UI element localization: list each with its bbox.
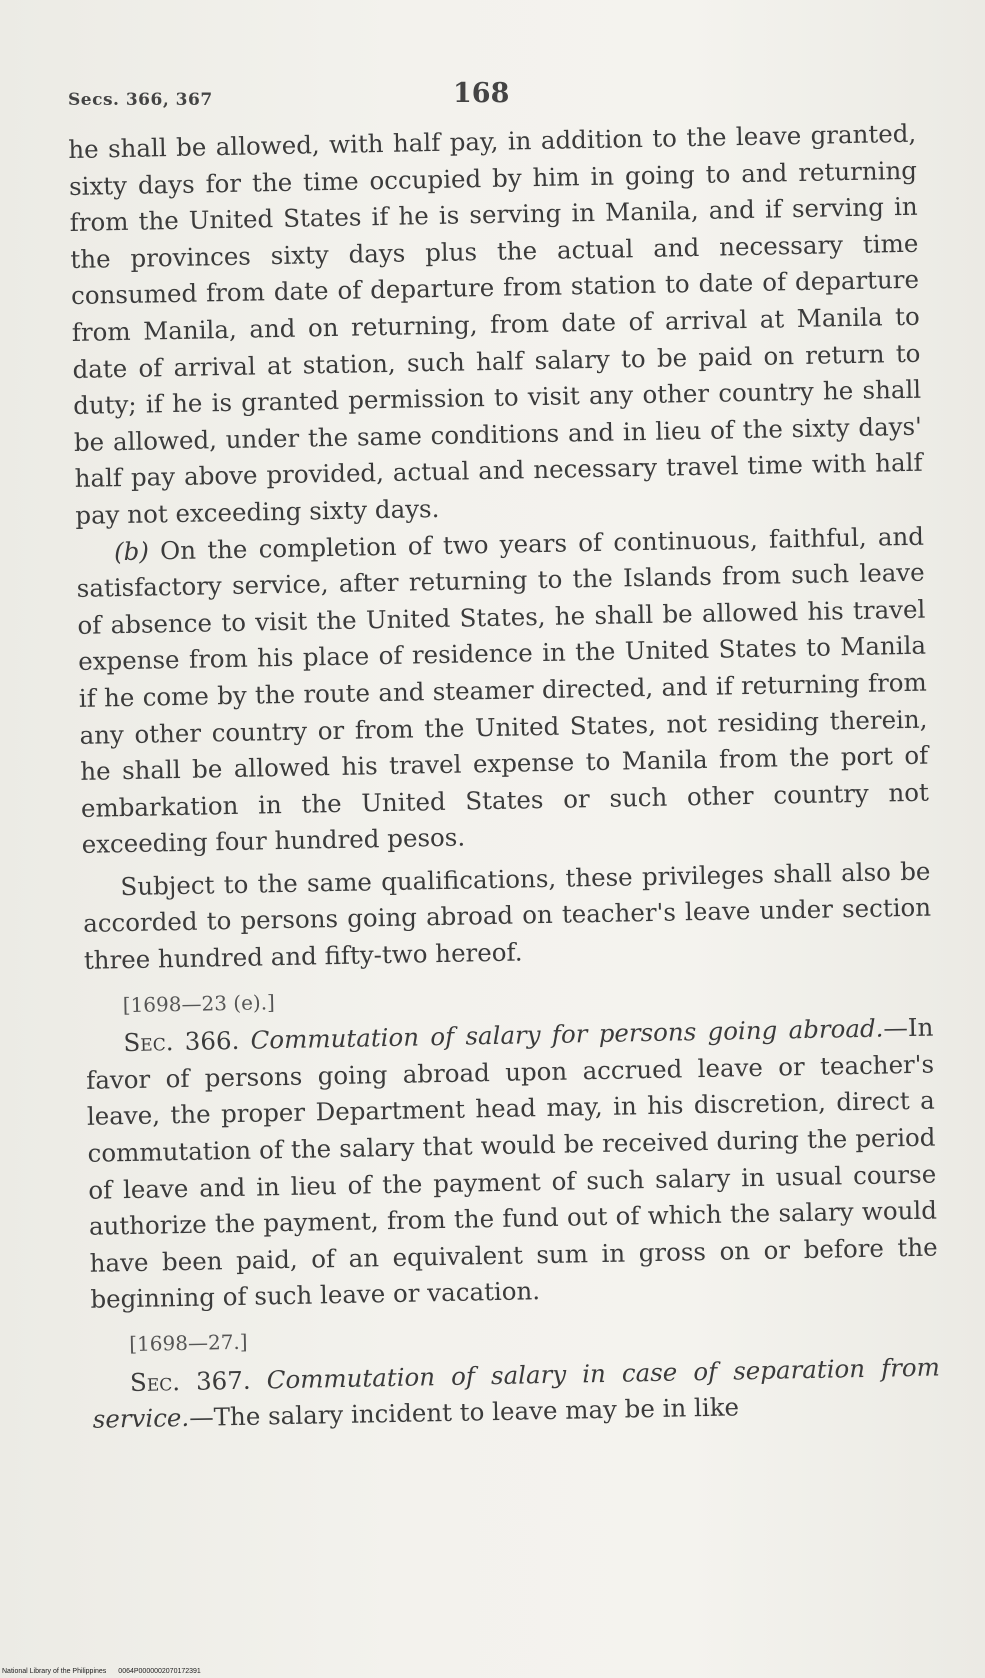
section-heading: Commutation of salary in case of separation from service. — [92, 1352, 941, 1434]
section-366 — [85, 1010, 938, 1319]
section-367 — [92, 1349, 941, 1438]
page-header — [68, 78, 908, 118]
section-text: —The salary incident to leave may be in like — [188, 1392, 740, 1433]
citation: [1698—23 (e).] — [122, 989, 276, 1017]
section-label: Sec. 367. — [129, 1365, 251, 1397]
section-text: —In favor of persons going abroad upon accrued leave or teacher's leave, the proper Department head may, in his discretion, direct a commutation of the salary that would be received during the period of leave and in lieu of the payment of such salary in usual course authorize the payment, from the fund out of which the salary would have been paid, of an equivalent sum in gross on or before the beginning of such leave or vacation. — [85, 1012, 938, 1315]
paragraph-b-text: On the completion of two years of continuous, faithful, and satisfactory service, after returning to the Islands from such leave of absence to visit the United States, he shall be allowed his travel expense from his place of residence in the United States to Manila if he come by the route and steamer directed, and if returning from any other country or from the United States, not residing therein, he shall be allowed his travel expense to Manila from the port of embarkation in the United States or such other country not exceeding four hundred pesos. — [76, 521, 930, 860]
paragraph-b — [76, 518, 930, 864]
section-label: Sec. 366. — [123, 1026, 240, 1058]
running-head: Secs. 366, 367 — [68, 90, 213, 110]
section-heading: Commutation of salary for persons going abroad. — [250, 1013, 884, 1055]
paragraph-continuation: he shall be allowed, with half pay, in addition to the leave granted, sixty days for the time occupied by him in going to and returning from the United States if he is serving in Manila, and if serving in the provinces sixty days plus the actual and necessary time consumed from date of departure from station to date of departure from Manila, and on returning, from date of arrival at Manila to date of arrival at station, such half salary to be paid on return to duty; if he is granted permission to visit any other country he shall be allowed, under the same conditions and in lieu of the sixty days' half pay above provided, actual and necessary travel time with half pay not exceeding sixty days. — [68, 118, 923, 530]
scan-id: 0064P0000002070172391 — [118, 1668, 201, 1675]
paragraph-qualifications: Subject to the same qualifications, these privileges shall also be accorded to persons going abroad on teacher's leave under section three hundred and fifty-two hereof. — [82, 856, 932, 975]
page-number: 168 — [453, 78, 510, 109]
body-text — [68, 116, 941, 1439]
citation: [1698—27.] — [129, 1329, 248, 1357]
subsection-label: (b) — [113, 536, 150, 566]
scan-footer — [2, 1668, 201, 1675]
library-credit: National Library of the Philippines — [2, 1668, 107, 1675]
